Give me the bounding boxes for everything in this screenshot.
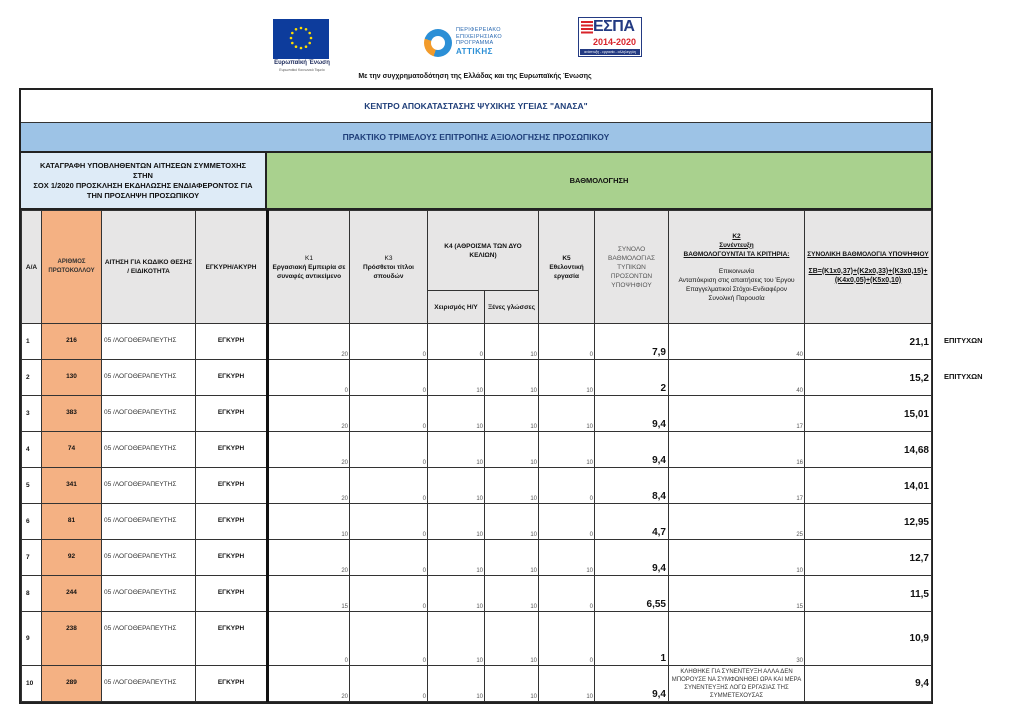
validity-status: ΕΓΚΥΡΗ: [196, 666, 268, 702]
k5-score: 0: [539, 504, 595, 540]
k1-score: 0: [268, 360, 350, 396]
espa-stripes-icon: [581, 21, 593, 35]
k4-languages-score: 10: [485, 396, 539, 432]
k2-interview-score: 17: [669, 468, 805, 504]
k3-score: 0: [350, 396, 428, 432]
col-validity: ΕΓΚΥΡΗ/ΑΚΥΡΗ: [196, 211, 268, 324]
k5-score: 0: [539, 612, 595, 666]
col-k2-interview: Κ2 Συνέντευξη ΒΑΘΜΟΛΟΓΟΥΝΤΑΙ ΤΑ ΚΡΙΤΗΡΙΑ: Επικοινωνία Ανταπόκριση στις απαιτήσεις του Έργου Επαγγελματικοί Στόχοι-Ενδιαφέρον Συνολική Παρουσία: [669, 211, 805, 324]
protocol-number: 244: [42, 576, 102, 612]
row-number: 8: [22, 576, 42, 612]
position-code: 05 /ΛΟΓΟΘΕΡΑΠΕΥΤΗΣ: [102, 360, 196, 396]
evaluation-sheet: [19, 88, 933, 704]
row-number: 7: [22, 540, 42, 576]
eu-stars-icon: [273, 19, 329, 59]
row-number: 1: [22, 324, 42, 360]
k2-interview-score: 25: [669, 504, 805, 540]
table-row: [22, 666, 932, 702]
formal-total-score: 6,55: [595, 576, 669, 612]
row-number: 9: [22, 612, 42, 666]
total-score: 11,5: [805, 576, 932, 612]
attica-program-logo: [424, 27, 506, 63]
k4-computer-score: 10: [428, 504, 485, 540]
col-k4-languages: Ξένες γλώσσες: [485, 291, 539, 324]
k4-computer-score: 10: [428, 468, 485, 504]
cofunding-statement: Με την συγχρηματοδότηση της Ελλάδας και της Ευρωπαϊκής Ένωσης: [358, 73, 592, 80]
k3-score: 0: [350, 612, 428, 666]
k1-score: 20: [268, 324, 350, 360]
protocol-number: 289: [42, 666, 102, 702]
col-k1: Κ1 Εργασιακή Εμπειρία σε συναφές αντικείμενο: [268, 211, 350, 324]
eu-flag-logo: [273, 19, 329, 59]
k3-score: 0: [350, 324, 428, 360]
k4-languages-score: 10: [485, 468, 539, 504]
table-row: [22, 360, 932, 396]
k4-languages-score: 10: [485, 612, 539, 666]
col-position: ΑΙΤΗΣΗ ΓΙΑ ΚΩΔΙΚΟ ΘΕΣΗΣ / ΕΙΔΙΚΟΤΗΤΑ: [102, 211, 196, 324]
col-k3: Κ3 Πρόσθετοι τίτλοι σπουδών: [350, 211, 428, 324]
k2-interview-note: ΚΛΗΘΗΚΕ ΓΙΑ ΣΥΝΕΝΤΕΥΞΗ ΑΛΛΑ ΔΕΝ ΜΠΟΡΟΥΣΕ ΝΑ ΣΥΜΦΩΝΗΘΕΙ ΩΡΑ ΚΑΙ ΜΕΡΑ ΣΥΝΕΝΤΕΥΞΗΣ ΛΟΓΩ ΕΡΓΑΣΙΑΣ ΤΗΣ ΣΥΜΜΕΤΕΧΟΥΣΑΣ: [669, 666, 805, 702]
k3-score: 0: [350, 504, 428, 540]
formal-total-score: 8,4: [595, 468, 669, 504]
row-number: 3: [22, 396, 42, 432]
attica-program-text: ΠΕΡΙΦΕΡΕΙΑΚΟ ΕΠΙΧΕΙΡΗΣΙΑΚΟ ΠΡΟΓΡΑΜΜΑ ΑΤΤΙΚΗΣ: [456, 27, 502, 56]
formal-total-score: 7,9: [595, 324, 669, 360]
position-code: 05 /ΛΟΓΟΘΕΡΑΠΕΥΤΗΣ: [102, 432, 196, 468]
total-score: 9,4: [805, 666, 932, 702]
k4-computer-score: 10: [428, 576, 485, 612]
formal-total-score: 4,7: [595, 504, 669, 540]
applications-section-header: ΚΑΤΑΓΡΑΦΗ ΥΠΟΒΛΗΘΕΝΤΩΝ ΑΙΤΗΣΕΩΝ ΣΥΜΜΕΤΟΧΗΣ ΣΤΗΝ ΣΟΧ 1/2020 ΠΡΟΣΚΛΗΣΗ ΕΚΔΗΛΩΣΗΣ ΕΝΔΙΑΦΕΡΟΝΤΟΣ ΓΙΑ ΤΗΝ ΠΡΟΣΛΗΨΗ ΠΡΟΣΩΠΙΚΟΥ: [21, 153, 267, 208]
k3-score: 0: [350, 360, 428, 396]
k1-score: 20: [268, 540, 350, 576]
col-aa: Α/Α: [22, 211, 42, 324]
k4-computer-score: 0: [428, 324, 485, 360]
table-row: [22, 540, 932, 576]
table-row: [22, 468, 932, 504]
k2-interview-score: 40: [669, 360, 805, 396]
protocol-number: 81: [42, 504, 102, 540]
formal-total-score: 2: [595, 360, 669, 396]
validity-status: ΕΓΚΥΡΗ: [196, 612, 268, 666]
position-code: 05 /ΛΟΓΟΘΕΡΑΠΕΥΤΗΣ: [102, 324, 196, 360]
position-code: 05 /ΛΟΓΟΘΕΡΑΠΕΥΤΗΣ: [102, 540, 196, 576]
k2-interview-score: 40: [669, 324, 805, 360]
row-number: 10: [22, 666, 42, 702]
total-score: 21,1: [805, 324, 932, 360]
protocol-number: 130: [42, 360, 102, 396]
k3-score: 0: [350, 576, 428, 612]
position-code: 05 /ΛΟΓΟΘΕΡΑΠΕΥΤΗΣ: [102, 576, 196, 612]
espa-title: ΕΣΠΑ: [593, 18, 635, 35]
validity-status: ΕΓΚΥΡΗ: [196, 360, 268, 396]
col-total-score: ΣΥΝΟΛΙΚΗ ΒΑΘΜΟΛΟΓΙΑ ΥΠΟΨΗΦΙΟΥ ΣΒ=(Κ1x0,37)+(Κ2x0,33)+(Κ3x0,15)+(Κ4x0,05)+(Κ5x0,10): [805, 211, 932, 324]
col-k4-group: Κ4 (ΑΘΡΟΙΣΜΑ ΤΩΝ ΔΥΟ ΚΕΛΙΩΝ): [428, 211, 539, 291]
validity-status: ΕΓΚΥΡΗ: [196, 396, 268, 432]
formal-total-score: 9,4: [595, 432, 669, 468]
formal-total-score: 9,4: [595, 396, 669, 432]
k1-score: 10: [268, 504, 350, 540]
k4-computer-score: 10: [428, 396, 485, 432]
row-number: 2: [22, 360, 42, 396]
col-k4-computer: Χειρισμός Η/Υ: [428, 291, 485, 324]
total-score: 15,01: [805, 396, 932, 432]
eu-caption: Ευρωπαϊκή Ένωση Ευρωπαϊκό Κοινωνικό Ταμείο: [274, 60, 330, 72]
k5-score: 10: [539, 666, 595, 702]
result-status-label: ΕΠΙΤΥΧΩΝ: [944, 336, 983, 345]
k4-computer-score: 10: [428, 432, 485, 468]
k4-languages-score: 10: [485, 504, 539, 540]
total-score: 10,9: [805, 612, 932, 666]
protocol-number: 341: [42, 468, 102, 504]
protocol-number: 92: [42, 540, 102, 576]
k5-score: 10: [539, 540, 595, 576]
total-score: 12,7: [805, 540, 932, 576]
document-title: ΚΕΝΤΡΟ ΑΠΟΚΑΤΑΣΤΑΣΗΣ ΨΥΧΙΚΗΣ ΥΓΕΙΑΣ "ΑΝΑΣΑ": [21, 90, 931, 123]
scores-table: [21, 210, 932, 702]
validity-status: ΕΓΚΥΡΗ: [196, 324, 268, 360]
scoring-section-header: ΒΑΘΜΟΛΟΓΗΣΗ: [267, 153, 931, 208]
formal-total-score: 9,4: [595, 540, 669, 576]
k1-score: 20: [268, 666, 350, 702]
k2-interview-score: 10: [669, 540, 805, 576]
k4-languages-score: 10: [485, 360, 539, 396]
validity-status: ΕΓΚΥΡΗ: [196, 432, 268, 468]
k1-score: 0: [268, 612, 350, 666]
document-subtitle: ΠΡΑΚΤΙΚΟ ΤΡΙΜΕΛΟΥΣ ΕΠΙΤΡΟΠΗΣ ΑΞΙΟΛΟΓΗΣΗΣ ΠΡΟΣΩΠΙΚΟΥ: [21, 123, 931, 153]
position-code: 05 /ΛΟΓΟΘΕΡΑΠΕΥΤΗΣ: [102, 468, 196, 504]
validity-status: ΕΓΚΥΡΗ: [196, 576, 268, 612]
k4-languages-score: 10: [485, 576, 539, 612]
k5-score: 10: [539, 432, 595, 468]
k4-languages-score: 10: [485, 666, 539, 702]
table-row: [22, 612, 932, 666]
protocol-number: 216: [42, 324, 102, 360]
k1-score: 15: [268, 576, 350, 612]
k5-score: 10: [539, 396, 595, 432]
table-row: [22, 432, 932, 468]
position-code: 05 /ΛΟΓΟΘΕΡΑΠΕΥΤΗΣ: [102, 396, 196, 432]
k3-score: 0: [350, 468, 428, 504]
table-row: [22, 324, 932, 360]
k4-computer-score: 10: [428, 540, 485, 576]
total-score: 12,95: [805, 504, 932, 540]
table-row: [22, 504, 932, 540]
validity-status: ΕΓΚΥΡΗ: [196, 504, 268, 540]
k1-score: 20: [268, 432, 350, 468]
protocol-number: 238: [42, 612, 102, 666]
k3-score: 0: [350, 540, 428, 576]
table-header-row: [22, 211, 932, 291]
k4-languages-score: 10: [485, 324, 539, 360]
col-formal-total: ΣΥΝΟΛΟ ΒΑΘΜΟΛΟΓΙΑΣ ΤΥΠΙΚΩΝ ΠΡΟΣΟΝΤΩΝ ΥΠΟΨΗΦΙΟΥ: [595, 211, 669, 324]
validity-status: ΕΓΚΥΡΗ: [196, 540, 268, 576]
validity-status: ΕΓΚΥΡΗ: [196, 468, 268, 504]
position-code: 05 /ΛΟΓΟΘΕΡΑΠΕΥΤΗΣ: [102, 612, 196, 666]
k2-interview-score: 15: [669, 576, 805, 612]
k5-score: 0: [539, 576, 595, 612]
k1-score: 20: [268, 396, 350, 432]
col-k5: Κ5 Εθελοντική εργασία: [539, 211, 595, 324]
k4-computer-score: 10: [428, 612, 485, 666]
k5-score: 0: [539, 324, 595, 360]
section-header-row: [21, 153, 931, 210]
k2-interview-score: 17: [669, 396, 805, 432]
row-number: 6: [22, 504, 42, 540]
k4-languages-score: 10: [485, 432, 539, 468]
k5-score: 0: [539, 468, 595, 504]
total-score: 14,01: [805, 468, 932, 504]
k2-interview-score: 16: [669, 432, 805, 468]
k5-score: 10: [539, 360, 595, 396]
espa-slogan: ανάπτυξη - εργασία - αλληλεγγύη: [580, 49, 640, 55]
k3-score: 0: [350, 432, 428, 468]
row-number: 4: [22, 432, 42, 468]
k4-computer-score: 10: [428, 360, 485, 396]
table-row: [22, 396, 932, 432]
funding-logos: [0, 15, 1024, 75]
total-score: 14,68: [805, 432, 932, 468]
k3-score: 0: [350, 666, 428, 702]
attica-swirl-icon: [424, 29, 452, 57]
formal-total-score: 9,4: [595, 666, 669, 702]
formal-total-score: 1: [595, 612, 669, 666]
protocol-number: 74: [42, 432, 102, 468]
k4-languages-score: 10: [485, 540, 539, 576]
position-code: 05 /ΛΟΓΟΘΕΡΑΠΕΥΤΗΣ: [102, 504, 196, 540]
result-status-label: ΕΠΙΤΥΧΩΝ: [944, 372, 983, 381]
espa-years: 2014-2020: [593, 37, 637, 47]
k2-interview-score: 30: [669, 612, 805, 666]
total-score: 15,2: [805, 360, 932, 396]
protocol-number: 383: [42, 396, 102, 432]
k4-computer-score: 10: [428, 666, 485, 702]
col-protocol: ΑΡΙΘΜΟΣ ΠΡΩΤΟΚΟΛΛΟΥ: [42, 211, 102, 324]
espa-logo: [578, 17, 642, 57]
k1-score: 20: [268, 468, 350, 504]
row-number: 5: [22, 468, 42, 504]
table-row: [22, 576, 932, 612]
position-code: 05 /ΛΟΓΟΘΕΡΑΠΕΥΤΗΣ: [102, 666, 196, 702]
